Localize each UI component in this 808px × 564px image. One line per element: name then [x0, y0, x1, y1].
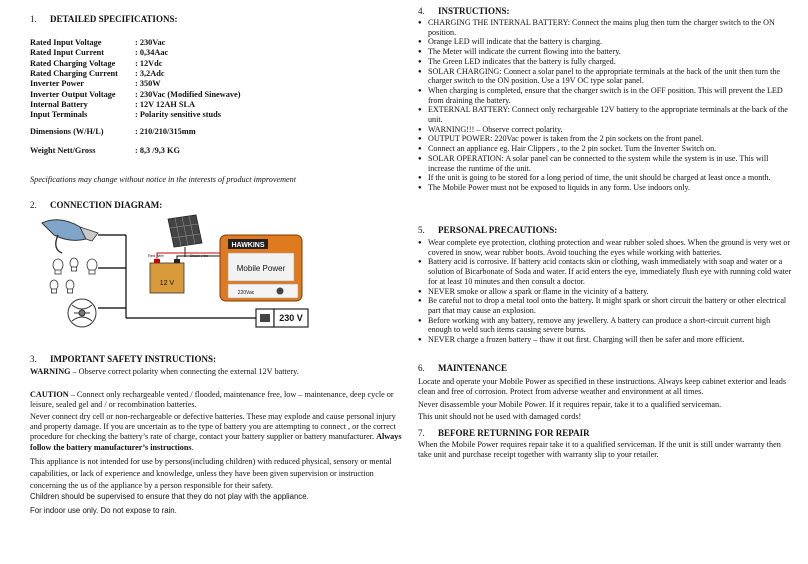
section-heading-precautions: 5. PERSONAL PRECAUTIONS:: [418, 225, 558, 235]
wall-socket-icon: [256, 309, 308, 327]
section-heading-instructions: 4. INSTRUCTIONS:: [418, 6, 510, 16]
instruction-item: ● The Mobile Power must not be exposed to liquids in any form. Use indoors only.: [418, 183, 794, 193]
mobile-power-unit: [220, 235, 302, 301]
never-connect-paragraph: Never connect dry cell or non-rechargeable or defective batteries. These may explode and cause personal injury and property damage. If you are uncertain as to the type of battery you are attempting to connect , or the correct procedure for checking the battery’s rate of charge, contact your battery supplier or battery manufacturer. Always follow the battery manufacturer’s instructions.: [30, 412, 402, 452]
ac-output-label: 220Vac: [237, 290, 255, 296]
instruction-item: ● When charging is completed, ensure that the charger switch is in the OFF position. This will prevent the LED from draining the battery.: [418, 86, 794, 105]
spec-value: : Polarity sensitive studs: [135, 110, 221, 120]
instruction-item: ● EXTERNAL BATTERY: Connect only rechargeable 12V battery to the appropriate terminals at the back of the unit.: [418, 105, 794, 124]
unit-label: Mobile Power: [236, 264, 286, 273]
section-heading-connection: 2. CONNECTION DIAGRAM:: [30, 200, 163, 210]
spec-value: : 0,34Aac: [135, 48, 169, 58]
instruction-item: ● The Meter will indicate the current flowing into the battery.: [418, 47, 794, 57]
black-wire-label: Black wire: [190, 253, 209, 258]
fan-icon: [68, 299, 96, 327]
spec-key: Inverter Output Voltage: [30, 89, 116, 99]
socket-voltage-label: 230 V: [279, 313, 303, 323]
maintenance-repair-paragraph: Never disassemble your Mobile Power. If it requires repair, take it to a qualified serviceman.: [418, 400, 722, 409]
battery-voltage-label: 12 V: [159, 280, 175, 287]
spec-value: : 230Vac (Modified Sinewave): [135, 89, 241, 99]
section-heading-repair: 7. BEFORE RETURNING FOR REPAIR: [418, 428, 590, 438]
spec-key: Rated Input Voltage: [30, 38, 102, 47]
indoor-note: For indoor use only. Do not expose to rain.: [30, 506, 177, 515]
warning-paragraph: WARNING – Observe correct polarity when connecting the external 12V battery.: [30, 367, 299, 376]
spec-key: Rated Input Current: [30, 48, 105, 58]
instruction-item: ● SOLAR OPERATION: A solar panel can be connected to the system while the system is in use. This will increase the runtime of the unit.: [418, 154, 794, 173]
connection-diagram-svg: [40, 213, 350, 338]
spec-key: Rated Charging Current: [30, 68, 118, 78]
instructions-list: [418, 18, 794, 193]
instruction-item: ● SOLAR CHARGING: Connect a solar panel to the appropriate terminals at the back of the unit then turn the charger switch to the ON position. Use a 19V OC type solar panel.: [418, 67, 794, 86]
spec-note: Specifications may change without notice in the interests of product improvement: [30, 175, 297, 184]
precaution-item: ● Be careful not to drop a metal tool onto the battery. It might spark or short circuit the battery or other electrical part that may cause an explosion.: [418, 296, 794, 315]
solar-panel-icon: [168, 215, 202, 257]
spec-key: Rated Charging Voltage: [30, 58, 116, 68]
maintenance-paragraph: Locate and operate your Mobile Power as specified in these instructions. Always keep cabinet exterior and leads clean and free of corrosion. Protect from adverse weather and environment at all times.: [418, 377, 787, 397]
instruction-item: ● OUTPUT POWER: 220Vac power is taken from the 2 pin sockets on the front panel.: [418, 134, 794, 144]
light-bulbs-icon: [50, 258, 97, 293]
repair-paragraph: When the Mobile Power requires repair take it to a qualified serviceman. If the unit is still under warranty then take unit and purchase receipt together with warranty slip to your retailer.: [418, 440, 781, 460]
instruction-item: ● Orange LED will indicate that the battery is charging.: [418, 37, 794, 47]
red-wire-label: Red wire: [148, 253, 164, 258]
instruction-item: ● CHARGING THE INTERNAL BATTERY: Connect the mains plug then turn the charger switch to the ON position.: [418, 18, 794, 37]
precaution-item: ● Wear complete eye protection, clothing protection and wear rubber soled shoes. When the ground is very wet or covered in snow, wear rubber boots. Avoid touching the eyes while working with batteries.: [418, 238, 794, 257]
children-note: Children should be supervised to ensure that they do not play with the appliance.: [30, 492, 309, 501]
spec-key: Input Terminals: [30, 110, 88, 120]
spec-value: : 12Vdc: [135, 58, 163, 68]
precaution-item: ● Before working with any battery, remove any jewellery. A battery can produce a short-circuit current high enough to weld such items causing severe burns.: [418, 316, 794, 335]
precaution-item: ● NEVER charge a frozen battery – thaw it out first. Charging will then be safer and more efficient.: [418, 335, 794, 345]
spec-value: : 3,2Adc: [135, 68, 165, 78]
instruction-item: ● Connect an appliance eg. Hair Clippers , to the 2 pin socket. Turn the Inverter Switch on.: [418, 144, 794, 154]
connection-diagram: [40, 213, 350, 338]
external-battery-icon: [150, 259, 184, 293]
precaution-item: ● Battery acid is corrosive. If battery acid contacts skin or clothing, wash immediately with soap and water or a solution of Bicarbonate of Soda and water. If acid enters the eye, immediately flush eye with running cold water for at least 10 minutes and then consult a doctor.: [418, 257, 794, 286]
instruction-item: ● If the unit is going to be stored for a long period of time, the unit should be charged at least once a month.: [418, 173, 794, 183]
spec-value: : 350W: [135, 79, 161, 89]
spec-key: Inverter Power: [30, 79, 84, 89]
spec-value: : 230Vac: [135, 38, 166, 47]
precaution-item: ● NEVER smoke or allow a spark or flame in the vicinity of a battery.: [418, 287, 794, 297]
maintenance-cords-paragraph: This unit should not be used with damaged cords!: [418, 412, 582, 421]
brand-logo: HAWKINS: [231, 242, 265, 249]
hair-clipper-icon: [42, 220, 98, 253]
instruction-item: ● WARNING!!! – Observe correct polarity.: [418, 125, 794, 135]
precautions-list: [418, 238, 794, 345]
section-heading-safety: 3. IMPORTANT SAFETY INSTRUCTIONS:: [30, 354, 217, 364]
appliance-paragraph: This appliance is not intended for use by persons(including children) with reduced physical, sensory or mental capabilities, or lack of experience and knowledge, unless they have been given supervision or instruction concerning the us of the appliance by a person responsible for their safety.: [30, 457, 392, 490]
caution-paragraph: CAUTION – Connect only rechargeable vented / flooded, maintenance free, low – maintenance, deep cycle or leisure, sealed gel and / or recombination batteries.: [30, 390, 394, 410]
output-socket-icon: [277, 288, 284, 295]
spec-key: Internal Battery: [30, 99, 88, 109]
spec-value: : 12V 12AH SLA: [135, 99, 196, 109]
instruction-item: ● The Green LED indicates that the battery is fully charged.: [418, 57, 794, 67]
section-heading-maintenance: 6. MAINTENANCE: [418, 363, 508, 373]
section-heading-specifications: 1. DETAILED SPECIFICATIONS:: [30, 14, 178, 24]
